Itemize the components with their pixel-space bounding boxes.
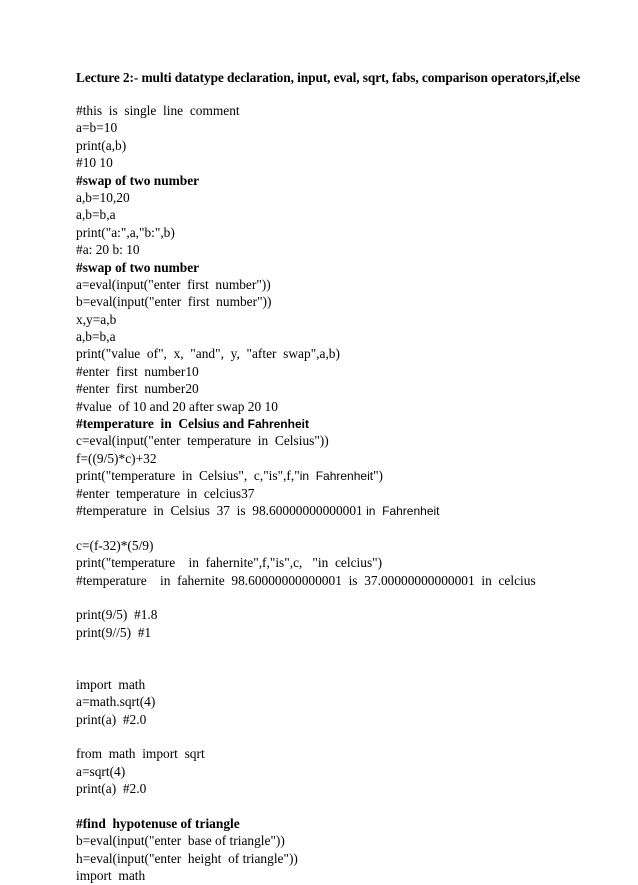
code-line [76, 328, 616, 345]
code-line-text: import math [76, 676, 146, 692]
code-line [76, 311, 616, 328]
code-line [76, 606, 616, 623]
code-line-text: h=eval(input("enter height of triangle")) [76, 850, 298, 866]
code-line [76, 467, 616, 484]
code-line-text: #a: 20 b: 10 [76, 242, 140, 258]
code-line-tail: Fahrenheit [247, 417, 309, 432]
code-line-text: a,b=b,a [76, 207, 116, 223]
code-line-text: import math [76, 868, 146, 884]
code-line [76, 363, 616, 380]
blank-line [76, 659, 616, 676]
code-line-text: print("a:",a,"b:",b) [76, 224, 175, 240]
code-listing [76, 102, 616, 885]
code-line [76, 189, 616, 206]
code-line-text: #swap of two number [76, 172, 200, 188]
code-line [76, 432, 616, 449]
code-line [76, 693, 616, 710]
code-line-text: x,y=a,b [76, 311, 117, 327]
code-line [76, 380, 616, 397]
page-title: Lecture 2:- multi datatype declaration, input, eval, sqrt, fabs, comparison operators,if,else [76, 70, 581, 85]
code-line [76, 259, 616, 276]
code-line-text: from math import sqrt [76, 746, 205, 762]
code-line [76, 624, 616, 641]
code-line-text: print("temperature in fahernite",f,"is",c, "in celcius") [76, 555, 383, 571]
code-line-text: #find hypotenuse of triangle [76, 816, 240, 832]
code-line-text: f=((9/5)*c)+32 [76, 450, 157, 466]
code-line-text: c=eval(input("enter temperature in Celsius")) [76, 433, 329, 449]
blank-line [76, 519, 616, 536]
code-line [76, 276, 616, 293]
code-line-text: print("temperature in Celsius", c,"is",f," [76, 468, 300, 484]
code-line-text: #enter first number10 [76, 363, 199, 379]
code-line [76, 137, 616, 154]
blank-line [76, 798, 616, 815]
code-line-text: a=eval(input("enter first number")) [76, 276, 271, 292]
code-line-after: ") [373, 468, 384, 484]
code-line [76, 780, 616, 797]
code-line-text: b=eval(input("enter base of triangle")) [76, 833, 285, 849]
code-line-text: a=b=10 [76, 120, 118, 136]
code-line-text: c=(f-32)*(5/9) [76, 537, 154, 553]
code-line [76, 572, 616, 589]
code-line [76, 763, 616, 780]
code-line [76, 711, 616, 728]
code-line-text: #10 10 [76, 155, 113, 171]
code-line [76, 398, 616, 415]
code-line-text: #this is single line comment [76, 103, 240, 118]
code-line-text: print(a,b) [76, 137, 127, 153]
code-line-text: a,b=b,a [76, 329, 116, 345]
code-line-text: #temperature in fahernite 98.60000000000001 is 37.00000000000001 in celcius [76, 572, 536, 588]
code-line [76, 345, 616, 362]
code-line [76, 745, 616, 762]
code-line-tail: in Fahrenheit [299, 469, 374, 484]
code-line [76, 241, 616, 258]
code-line-text: print(9//5) #1 [76, 624, 152, 640]
code-line [76, 206, 616, 223]
code-line [76, 867, 616, 884]
code-line-text: #enter first number20 [76, 381, 199, 397]
code-line [76, 293, 616, 310]
code-line [76, 450, 616, 467]
code-line [76, 502, 616, 519]
code-line [76, 676, 616, 693]
code-line [76, 815, 616, 832]
code-line-text: print(a) #2.0 [76, 781, 147, 797]
blank-line [76, 589, 616, 606]
code-line-text: print("value of", x, "and", y, "after swap",a,b) [76, 346, 340, 362]
code-line-text: #temperature in Celsius 37 is 98.60000000000001 [76, 502, 367, 518]
blank-line [76, 728, 616, 745]
code-line [76, 172, 616, 189]
code-line-text: a,b=10,20 [76, 189, 130, 205]
code-line [76, 850, 616, 867]
code-line [76, 224, 616, 241]
code-line-text: print(a) #2.0 [76, 711, 147, 727]
code-line-text: b=eval(input("enter first number")) [76, 294, 272, 310]
code-line-text: #enter temperature in celcius37 [76, 485, 255, 501]
code-line [76, 154, 616, 171]
code-line [76, 119, 616, 136]
code-line [76, 832, 616, 849]
code-line-text: #swap of two number [76, 259, 200, 275]
code-line-text: #temperature in Celsius and [76, 416, 248, 432]
code-line-text: a=sqrt(4) [76, 763, 126, 779]
code-line-tail: in Fahrenheit [366, 503, 440, 518]
code-line [76, 102, 616, 119]
code-line-text: #value of 10 and 20 after swap 20 10 [76, 398, 278, 414]
code-line [76, 537, 616, 554]
code-line-text: print(9/5) #1.8 [76, 607, 158, 623]
blank-line [76, 641, 616, 658]
code-line-text: a=math.sqrt(4) [76, 694, 156, 710]
code-line [76, 485, 616, 502]
code-line [76, 415, 616, 432]
code-line [76, 554, 616, 571]
